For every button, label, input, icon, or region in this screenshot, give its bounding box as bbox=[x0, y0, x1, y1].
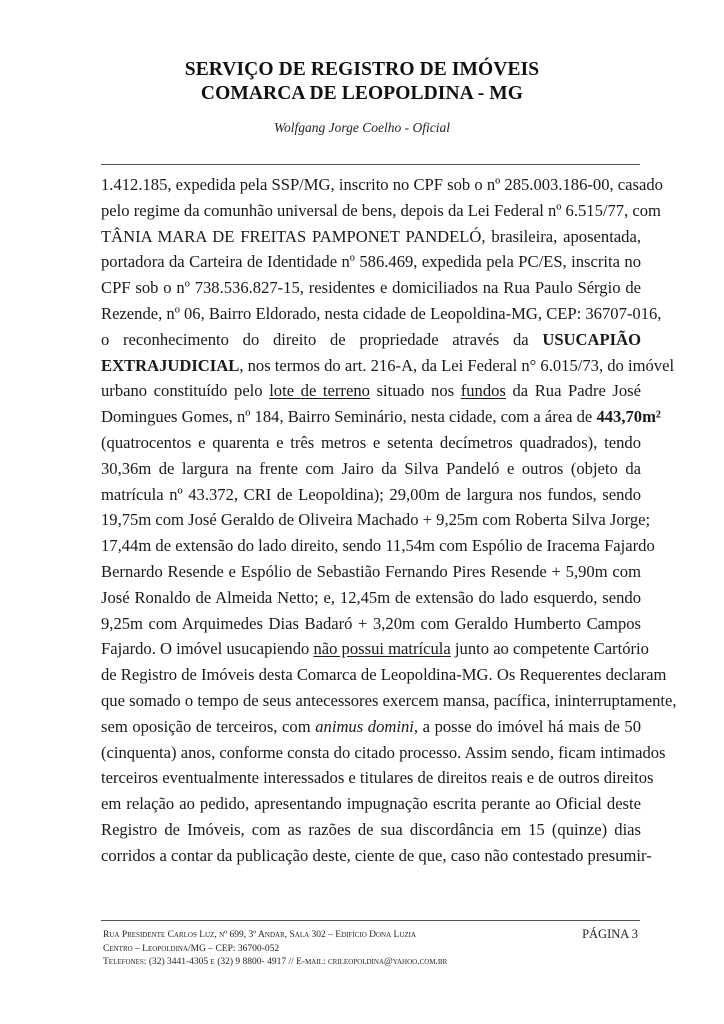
body-line bbox=[101, 765, 654, 791]
body-line bbox=[101, 611, 641, 637]
text-segment: 30,36m de largura na frente com Jairo da Silva Pandeló e outros (objeto da bbox=[101, 458, 641, 478]
text-segment: , a posse do imóvel há mais de 50 bbox=[413, 716, 642, 736]
underlined-text: fundos bbox=[460, 381, 506, 401]
underlined-text: não possui matrícula bbox=[313, 639, 451, 659]
text-segment: que somado o tempo de seus antecessores exercem mansa, pacífica, ininterruptamente, bbox=[101, 690, 677, 710]
body-line bbox=[101, 482, 641, 508]
body-line bbox=[101, 843, 652, 869]
text-segment: de Registro de Imóveis desta Comarca de Leopoldina-MG. Os Requerentes declaram bbox=[101, 665, 667, 685]
document-footer bbox=[103, 929, 640, 970]
text-segment: 19,75m com José Geraldo de Oliveira Machado + 9,25m com Roberta Silva Jorge; bbox=[101, 510, 651, 530]
body-line bbox=[101, 636, 649, 662]
body-line bbox=[101, 327, 641, 353]
text-segment: , nos termos do art. 216-A, da Lei Federal n° 6.015/73, do imóvel bbox=[239, 355, 675, 375]
header-divider bbox=[101, 164, 640, 165]
footer-address-line-1: Rua Presidente Carlos Luz, nº 699, 3º Andar, Sala 302 – Edifício Dona Luzia bbox=[103, 930, 417, 940]
body-line bbox=[101, 740, 666, 766]
text-segment: Bernardo Resende e Espólio de Sebastião Fernando Pires Resende + 5,90m com bbox=[101, 561, 641, 581]
text-segment: Domingues Gomes, nº 184, Bairro Seminário, nesta cidade, com a área de bbox=[101, 407, 597, 427]
text-segment: em relação ao pedido, apresentando impugnação escrita perante ao Oficial deste bbox=[101, 794, 641, 814]
text-segment: situado nos bbox=[369, 381, 461, 401]
text-segment: Registro de Imóveis, com as razões de sua discordância em 15 (quinze) dias bbox=[101, 819, 641, 839]
text-segment: TÂNIA MARA DE FREITAS PAMPONET PANDELÓ, brasileira, aposentada, bbox=[101, 226, 641, 246]
body-line bbox=[101, 378, 641, 404]
body-line bbox=[101, 791, 641, 817]
body-line bbox=[101, 585, 641, 611]
bold-text: 443,70m² bbox=[596, 407, 661, 427]
body-line bbox=[101, 275, 641, 301]
page-number: PÁGINA 3 bbox=[582, 927, 638, 941]
footer-address-line-2: Centro – Leopoldina/MG – CEP: 36700-052 bbox=[103, 943, 280, 954]
bold-text: EXTRAJUDICIAL bbox=[101, 355, 240, 375]
body-line bbox=[101, 172, 663, 198]
body-line bbox=[101, 507, 651, 533]
text-segment: pelo regime da comunhão universal de bens, depois da Lei Federal nº 6.515/77, com bbox=[101, 200, 661, 220]
underlined-text: lote de terreno bbox=[269, 381, 370, 401]
body-line bbox=[101, 301, 662, 327]
body-line bbox=[101, 198, 661, 224]
body-line bbox=[101, 688, 677, 714]
body-line bbox=[101, 249, 641, 275]
text-segment: sem oposição de terceiros, com bbox=[101, 716, 316, 736]
body-line bbox=[101, 430, 641, 456]
italic-text: animus domini bbox=[315, 716, 414, 736]
text-segment: 9,25m com Arquimedes Dias Badaró + 3,20m com Geraldo Humberto Campos bbox=[101, 613, 641, 633]
body-line bbox=[101, 817, 641, 843]
text-segment: matrícula nº 43.372, CRI de Leopoldina); 29,00m de largura nos fundos, sendo bbox=[101, 484, 641, 504]
body-line bbox=[101, 404, 661, 430]
text-segment: José Ronaldo de Almeida Netto; e, 12,45m de extensão do lado esquerdo, sendo bbox=[101, 587, 641, 607]
text-segment: junto ao competente Cartório bbox=[450, 639, 649, 659]
body-line bbox=[101, 353, 675, 379]
document-body bbox=[101, 172, 677, 869]
text-segment: (quatrocentos e quarenta e três metros e setenta decímetros quadrados), tendo bbox=[101, 432, 641, 452]
text-segment: Fajardo. O imóvel usucapiendo bbox=[101, 639, 314, 659]
body-line bbox=[101, 224, 641, 250]
footer-contact-line: Telefones: (32) 3441-4305 e (32) 9 8800- 4917 // E-mail: crileopoldina@yahoo.com.br bbox=[103, 957, 448, 967]
text-segment: Rezende, nº 06, Bairro Eldorado, nesta cidade de Leopoldina-MG, CEP: 36707-016, bbox=[101, 303, 662, 323]
text-segment: o reconhecimento do direito de propriedade através da bbox=[101, 329, 543, 349]
text-segment: CPF sob o nº 738.536.827-15, residentes e domiciliados na Rua Paulo Sérgio de bbox=[101, 278, 641, 298]
text-segment: corridos a contar da publicação deste, ciente de que, caso não contestado presumir- bbox=[101, 845, 652, 865]
document-header bbox=[0, 58, 724, 136]
text-segment: (cinquenta) anos, conforme consta do citado processo. Assim sendo, ficam intimados bbox=[101, 742, 666, 762]
text-segment: portadora da Carteira de Identidade nº 586.469, expedida pela PC/ES, inscrita no bbox=[101, 252, 641, 272]
text-segment: urbano constituído pelo bbox=[101, 381, 270, 401]
text-segment: da Rua Padre José bbox=[505, 381, 642, 401]
text-segment: 1.412.185, expedida pela SSP/MG, inscrito no CPF sob o nº 285.003.186-00, casado bbox=[101, 175, 663, 194]
footer-divider bbox=[101, 920, 640, 921]
body-line bbox=[101, 662, 667, 688]
body-line bbox=[101, 714, 641, 740]
body-line bbox=[101, 533, 655, 559]
text-segment: terceiros eventualmente interessados e titulares de direitos reais e de outros direitos bbox=[101, 768, 654, 788]
official-name: Wolfgang Jorge Coelho - Oficial bbox=[274, 120, 450, 135]
district-title: COMARCA DE LEOPOLDINA - MG bbox=[200, 83, 524, 104]
registry-title: SERVIÇO DE REGISTRO DE IMÓVEIS bbox=[184, 59, 540, 80]
text-segment: 17,44m de extensão do lado direito, sendo 11,54m com Espólio de Iracema Fajardo bbox=[101, 536, 655, 556]
body-line bbox=[101, 456, 641, 482]
bold-text: USUCAPIÃO bbox=[542, 329, 641, 349]
body-line bbox=[101, 559, 641, 585]
